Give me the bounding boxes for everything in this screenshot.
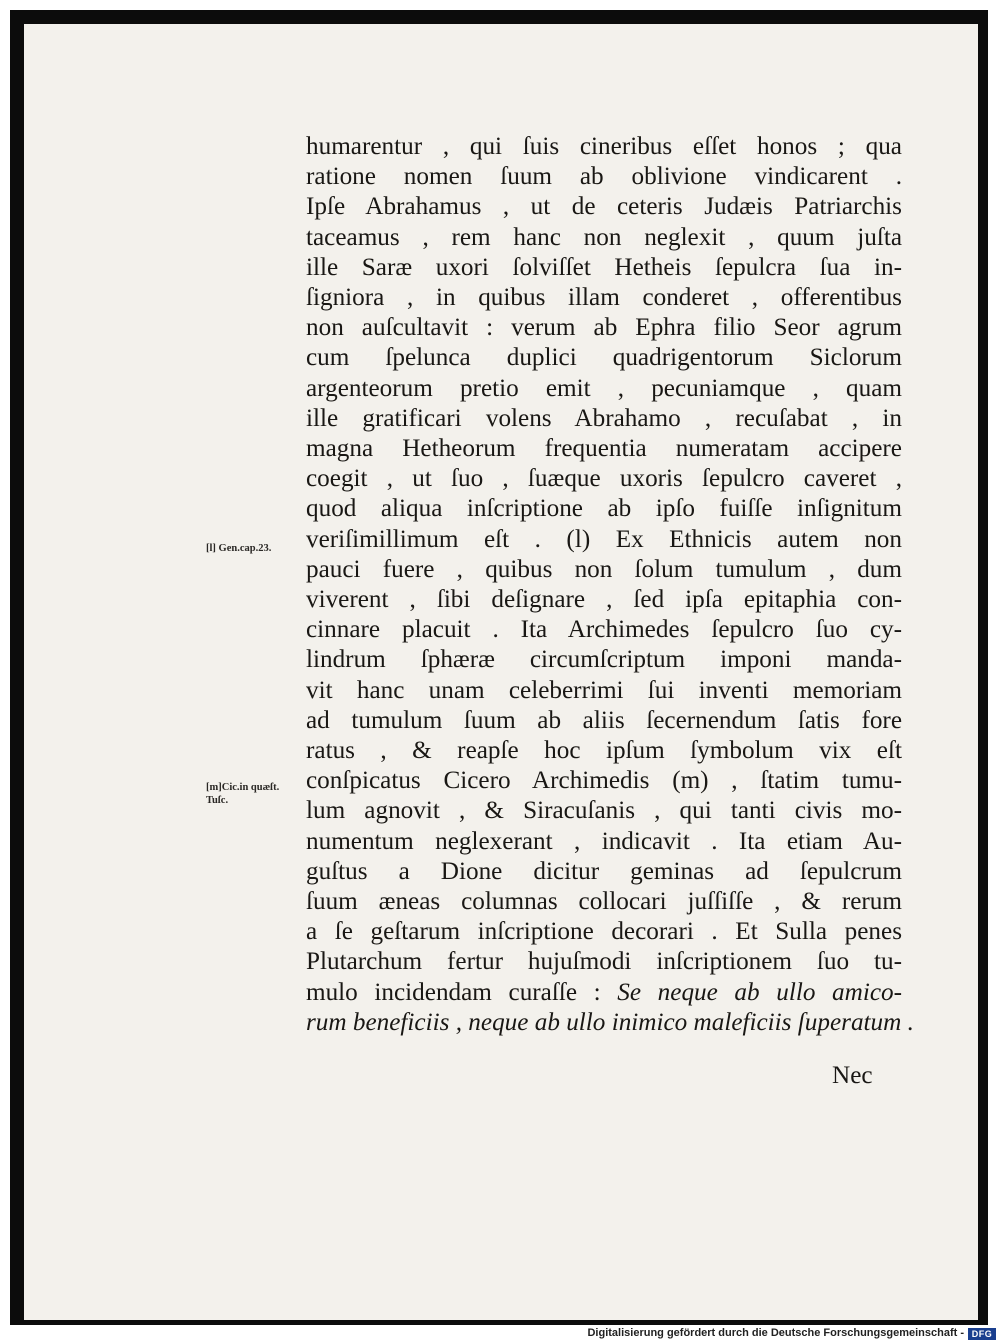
text-line: Plutarchum fertur hujuſmodi inſcriptionem ſuo tu- <box>306 948 902 976</box>
marginal-note-m-line1: [m]Cic.in quæſt. <box>206 782 280 793</box>
text-line: non auſcultavit : verum ab Ephra filio Seor agrum <box>306 314 902 342</box>
text-line: guſtus a Dione dicitur geminas ad ſepulcrum <box>306 857 902 885</box>
text-line: veriſimillimum eſt . (l) Ex Ethnicis autem non <box>306 525 902 553</box>
text-line: vit hanc unam celeberrimi ſui inventi memoriam <box>306 676 902 704</box>
marginal-note-l <box>206 542 271 555</box>
text-line: lindrum ſphæræ circumſcriptum imponi manda- <box>306 646 902 674</box>
text-line: ad tumulum ſuum ab aliis ſecernendum ſatis fore <box>306 706 902 734</box>
text-line: argenteorum pretio emit , pecuniamque , quam <box>306 374 902 402</box>
text-line: ſigniora , in quibus illam conderet , offerentibus <box>306 284 902 312</box>
text-line: ſuum æneas columnas collocari juſſiſſe , & rerum <box>306 888 902 916</box>
marginal-note-m <box>206 781 279 807</box>
text-line: numentum neglexerant , indicavit . Ita etiam Au- <box>306 827 902 855</box>
text-line: cinnare placuit . Ita Archimedes ſepulcro ſuo cy- <box>306 616 902 644</box>
main-text-block <box>306 132 914 1038</box>
text-fragment: mulo incidendam curaſſe : <box>306 978 601 1006</box>
text-line: magna Hetheorum frequentia numeratam accipere <box>306 435 902 463</box>
catchword: Nec <box>832 1062 873 1089</box>
text-line: ille Saræ uxori ſolviſſet Hetheis ſepulcra ſua in- <box>306 253 902 281</box>
sulla-quote-end: rum beneficiis , neque ab ullo inimico maleficiis ſuperatum . <box>306 1008 914 1036</box>
text-line: lum agnovit , & Siracuſanis , qui tanti civis mo- <box>306 797 902 825</box>
text-line: taceamus , rem hanc non neglexit , quum juſta <box>306 223 902 251</box>
text-line: ille gratificari volens Abrahamo , recuſabat , in <box>306 404 902 432</box>
text-line: ratione nomen ſuum ab oblivione vindicarent . <box>306 163 902 191</box>
text-line: Ipſe Abrahamus , ut de ceteris Judæis Patriarchis <box>306 193 902 221</box>
text-line: cum ſpelunca duplici quadrigentorum Siclorum <box>306 344 902 372</box>
text-line: quod aliqua inſcriptione ab ipſo fuiſſe inſignitum <box>306 495 902 523</box>
text-line-with-quote <box>306 978 902 1008</box>
marginal-note-m-line2: Tuſc. <box>206 795 229 806</box>
text-line: conſpicatus Cicero Archimedis (m) , ſtatim tumu- <box>306 767 902 795</box>
text-line: viverent , ſibi deſignare , ſed ipſa epitaphia con- <box>306 586 902 614</box>
text-line: coegit , ut ſuo , ſuæque uxoris ſepulcro caveret , <box>306 465 902 493</box>
text-line: ratus , & reapſe hoc ipſum ſymbolum vix eſt <box>306 737 902 765</box>
text-line: a ſe geſtarum inſcriptione decorari . Et Sulla penes <box>306 918 902 946</box>
dfg-logo-icon: DFG <box>968 1328 996 1340</box>
footer-credit: Digitalisierung gefördert durch die Deutsche Forschungsgemeinschaft - <box>587 1327 964 1339</box>
text-line: pauci fuere , quibus non ſolum tumulum , dum <box>306 555 902 583</box>
text-line: humarentur , qui ſuis cineribus eſſet honos ; qua <box>306 133 902 160</box>
marginal-note-l-text: [l] Gen.cap.23. <box>206 543 272 554</box>
sulla-quote-start: Se neque ab ullo amico- <box>617 978 902 1006</box>
